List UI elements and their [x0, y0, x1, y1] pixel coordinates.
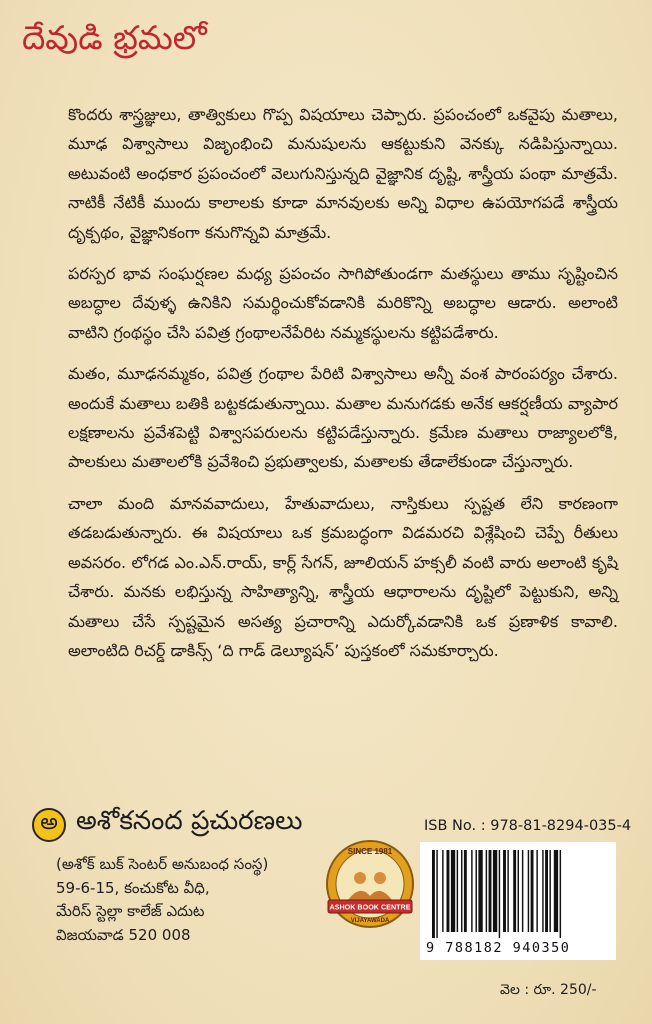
publisher-logo-icon: అ — [32, 808, 66, 842]
publisher-affiliation: (అశోక్ బుక్ సెంటర్ అనుబంధ సంస్థ) — [56, 855, 269, 873]
barcode-bars-icon — [430, 850, 608, 938]
blurb-paragraph-4: చాలా మంది మానవవాదులు, హేతువాదులు, నాస్తికులు స్పష్టత లేని కారణంగా తడబడుతున్నారు. ఈ విషయాలు ఒక క్రమబద్ధంగా విడమరచి విశ్లేషించి చెప్పే రీతులు అవసరం. లోగడ ఎం.ఎన్.రాయ్, కార్ల్ సేగన్, జూలియన్ హక్సలీ వంటి వారు అలాంటి కృషి చేశారు. మనకు లభిస్తున్న సాహిత్యాన్ని, శాస్త్రీయ ఆధారాలను దృష్టిలో పెట్టుకుని, అన్ని మతాలు చేసే స్పష్టమైన అసత్య ప్రచారాన్ని ఎదుర్కోవడానికి ఒక ప్రణాళిక కావాలి. అలాంటిది రిచర్డ్ డాకిన్స్ ‘ది గాడ్ డెల్యూషన్’ పుస్తకంలో సమకూర్చారు. — [68, 493, 618, 660]
seal-name-text: ASHOK BOOK CENTRE — [329, 902, 411, 912]
seal-since-text: SINCE 1981 — [347, 847, 393, 856]
publisher-landmark: మేరిస్ స్టెల్లా కాలేజ్ ఎదుట — [56, 902, 205, 920]
blurb-paragraph-1: కొందరు శాస్త్రజ్ఞులు, తాత్వికులు గొప్ప విషయాలు చెప్పారు. ప్రపంచంలో ఒకవైపు మతాలు, మూఢ విశ్వాసాలు విజృంభించి మనుషులను ఆకట్టుకుని వెనక్కు నడిపిస్తున్నాయి. అటువంటి అంధకార ప్రపంచంలో వెలుగునిస్తున్నది వైజ్ఞానిక దృష్టి, శాస్త్రీయ పంథా మాత్రమే. నాటికీ నేటికీ ముందు కాలాలకు కూడా మానవులకు అన్ని విధాల ఉపయోగపడే శాస్త్రీయ దృక్పథం, వైజ్ఞానికంగా కనుగొన్నవి మాత్రమే. — [68, 105, 618, 242]
barcode — [420, 842, 616, 960]
price-label: వెల : రూ. 250/- — [500, 982, 597, 998]
seal-city-text: VIJAYAWADA — [350, 918, 390, 924]
barcode-digits: 9 788182 940350 — [426, 940, 571, 956]
publisher-street: 59-6-15, కంచుకోట వీధి, — [56, 878, 210, 897]
book-title: దేవుడి భ్రమలో — [22, 18, 207, 57]
blurb-paragraph-3: మతం, మూఢనమ్మకం, పవిత్ర గ్రంథాల పేరిటి విశ్వాసాలు అన్నీ వంశ పారంపర్యం చేశారు. అందుకే మతాలు బతికి బట్టకడుతున్నాయి. మతాల మనుగడకు అనేక ఆకర్షణీయ వ్యాపార లక్షణాలను ప్రవేశపెట్టి విశ్వాసపరులను కట్టిపడేస్తున్నారు. క్రమేణ మతాలు రాజ్యాలలోకి, పాలకులు మతాలలోకి ప్రవేశించి ప్రభుత్వాలకు, మతాలకు తేడాలేకుండా చేస్తున్నారు. — [68, 364, 618, 472]
blurb-text — [68, 100, 618, 677]
blurb-paragraph-2: పరస్పర భావ సంఘర్షణల మధ్య ప్రపంచం సాగిపోతుండగా మతస్థులు తాము సృష్టించిన అబద్ధాల దేవుళ్ళ ఉనికిని సమర్థించుకోవడానికి మరికొన్ని అబద్ధాల ఆడారు. అలాంటి వాటిని గ్రంథస్థం చేసి పవిత్ర గ్రంథాలనేపేరిట నమ్మకస్థులను కట్టిపడేశారు. — [68, 264, 618, 342]
isbn-number: ISB No. : 978-81-8294-035-4 — [424, 818, 632, 834]
ashok-book-centre-seal-icon — [322, 838, 418, 934]
publisher-address — [56, 853, 268, 947]
publisher-city: విజయవాడ 520 008 — [56, 925, 191, 944]
publisher-name: అశోకనంద ప్రచురణలు — [76, 806, 303, 836]
isbn-block — [420, 818, 632, 960]
